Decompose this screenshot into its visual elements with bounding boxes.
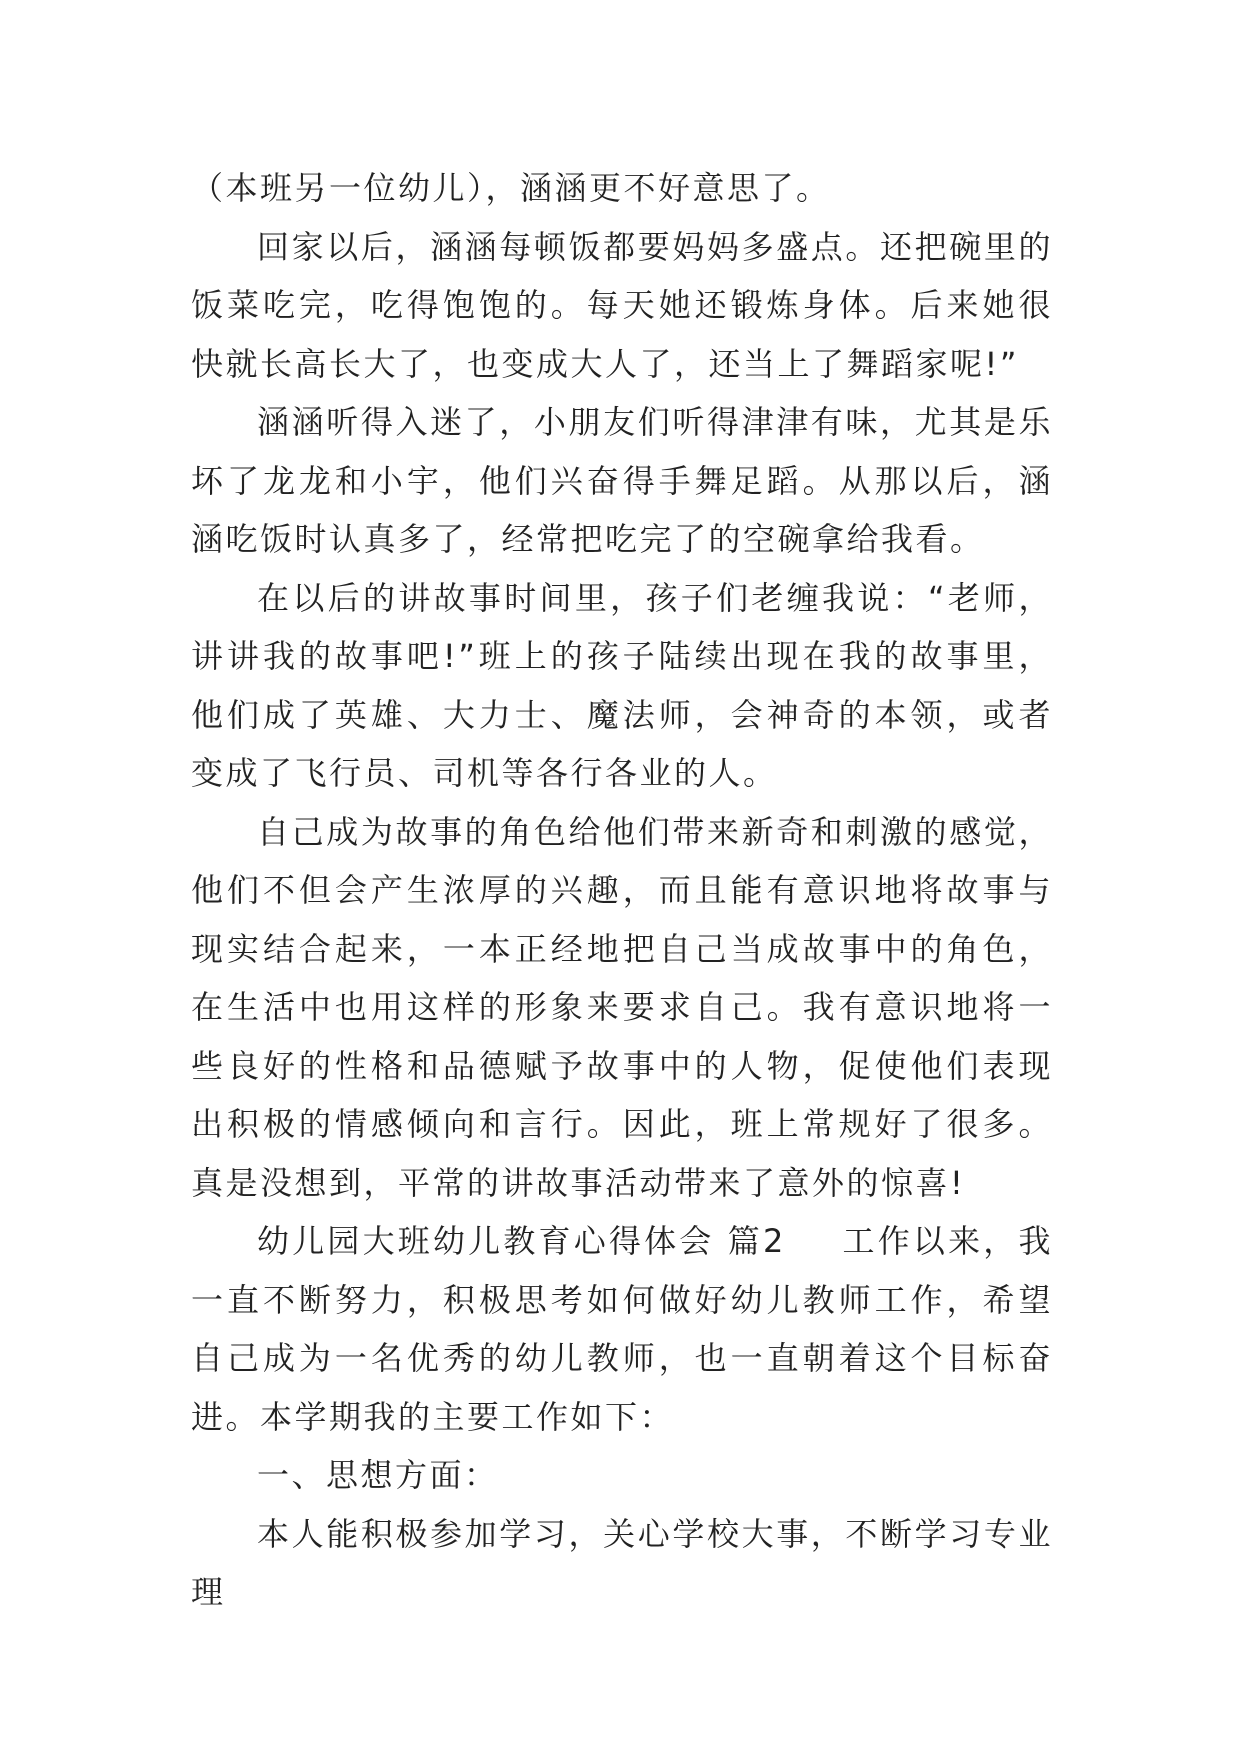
section-intro: 工作以来，我一直不断努力，积极思考如何做好幼儿教师工作，希望自己成为一名优秀的幼儿教师，也一直朝着这个目标奋进。本学期我的主要工作如下： — [191, 1222, 1053, 1436]
subheading: 一、思想方面： — [257, 1456, 499, 1494]
section-heading: 幼儿园大班幼儿教育心得体会 篇2 — [257, 1222, 786, 1260]
paragraph-2: 回家以后，涵涵每顿饭都要妈妈多盛点。还把碗里的饭菜吃完，吃得饱饱的。每天她还锻炼身体。后来她很快就长高长大了，也变成大人了，还当上了舞蹈家呢!” — [191, 227, 1053, 383]
document-body — [191, 159, 1053, 1622]
paragraph-1: （本班另一位幼儿），涵涵更不好意思了。 — [191, 169, 831, 207]
paragraph-4: 在以后的讲故事时间里，孩子们老缠我说：“老师，讲讲我的故事吧!”班上的孩子陆续出现在我的故事里，他们成了英雄、大力士、魔法师，会神奇的本领，或者变成了飞行员、司机等各行各业的人。 — [191, 578, 1053, 792]
section-paragraph — [191, 1212, 1053, 1446]
paragraph-5: 自己成为故事的角色给他们带来新奇和刺激的感觉，他们不但会产生浓厚的兴趣，而且能有意识地将故事与现实结合起来，一本正经地把自己当成故事中的角色，在生活中也用这样的形象来要求自己。我有意识地将一些良好的性格和品德赋予故事中的人物，促使他们表现出积极的情感倾向和言行。因此，班上常规好了很多。真是没想到，平常的讲故事活动带来了意外的惊喜! — [191, 812, 1053, 1202]
paragraph-3: 涵涵听得入迷了，小朋友们听得津津有味，尤其是乐坏了龙龙和小宇，他们兴奋得手舞足蹈。从那以后，涵涵吃饭时认真多了，经常把吃完了的空碗拿给我看。 — [191, 403, 1053, 558]
last-paragraph: 本人能积极参加学习，关心学校大事，不断学习专业理 — [191, 1514, 1053, 1611]
